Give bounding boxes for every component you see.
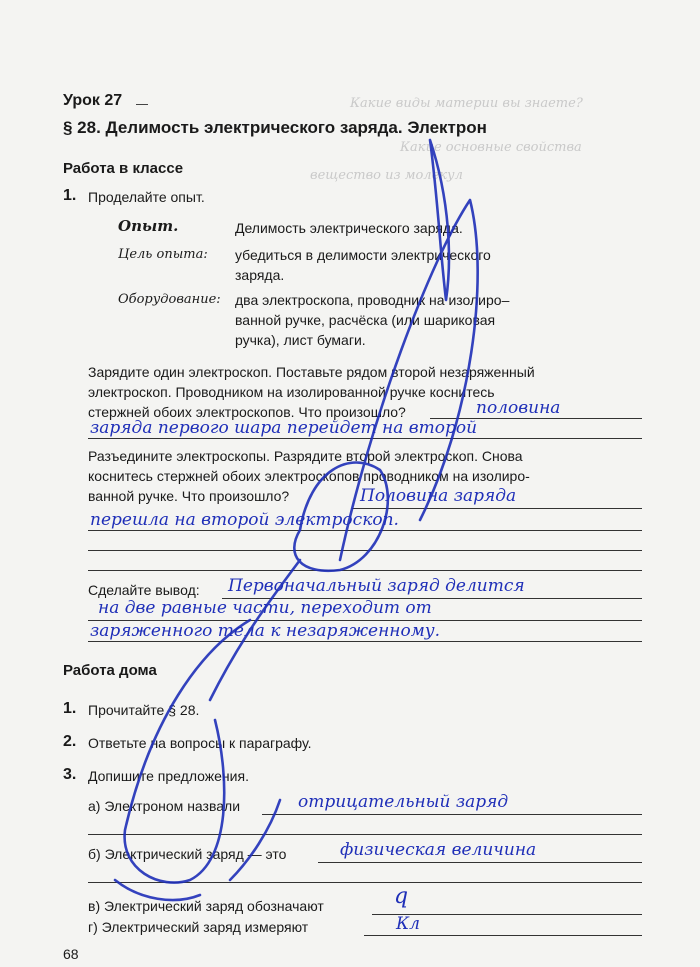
handwritten-answer: перешла на второй электроскоп.: [90, 510, 399, 530]
handwritten-answer: отрицательный заряд: [298, 792, 509, 812]
handwritten-answer: на две равные части, переходит от: [98, 598, 432, 618]
goal-label: Цель опыта:: [118, 247, 208, 262]
handwritten-answer: заряда первого шара перейдет на второй: [90, 418, 478, 438]
bleed-text: Какие виды материи вы знаете?: [350, 96, 583, 111]
task-number: 1.: [63, 700, 77, 717]
task-text: Допишите предложения.: [88, 768, 249, 784]
instruction-line: стержней обоих электроскопов. Что произошло?: [88, 404, 406, 420]
task-number: 2.: [63, 733, 77, 750]
homework-heading: Работа дома: [63, 662, 157, 679]
task-text: Прочитайте § 28.: [88, 702, 200, 718]
experiment-text: Делимость электрического заряда.: [235, 220, 463, 236]
bleed-text: Какие основные свойства: [400, 140, 582, 155]
task-text: Проделайте опыт.: [88, 189, 205, 205]
task-number: 3.: [63, 766, 77, 783]
page-number: 68: [63, 946, 79, 962]
conclusion-label: Сделайте вывод:: [88, 582, 200, 598]
instruction-line: коснитесь стержней обоих электроскопов проводником на изолиро-: [88, 468, 530, 484]
handwritten-answer: Кл: [396, 914, 420, 934]
goal-text-1: убедиться в делимости электрического: [235, 247, 491, 263]
sentence-c: в) Электрический заряд обозначают: [88, 898, 324, 914]
bleed-text: вещество из молекул: [310, 168, 463, 183]
task-number: 1.: [63, 187, 77, 204]
handwritten-answer: Первоначальный заряд делится: [228, 576, 525, 596]
handwritten-answer: Половина заряда: [360, 486, 517, 506]
equipment-label: Оборудование:: [118, 292, 221, 307]
handwritten-answer: заряженного тела к незаряженному.: [90, 621, 441, 641]
sentence-d: г) Электрический заряд измеряют: [88, 919, 309, 935]
lesson-underline: [136, 104, 148, 105]
instruction-line: Зарядите один электроскоп. Поставьте рядом второй незаряженный: [88, 364, 535, 380]
instruction-line: ванной ручке. Что произошло?: [88, 488, 290, 504]
task-text: Ответьте на вопросы к параграфу.: [88, 735, 312, 751]
handwritten-answer: физическая величина: [340, 840, 537, 860]
instruction-line: Разъедините электроскопы. Разрядите второй электроскоп. Снова: [88, 448, 523, 464]
equipment-text-2: ванной ручке, расчёска (или шариковая: [235, 312, 496, 328]
experiment-label: Опыт.: [118, 217, 179, 235]
sentence-b: б) Электрический заряд — это: [88, 846, 287, 862]
lesson-label: Урок 27: [63, 92, 123, 109]
classwork-heading: Работа в классе: [63, 160, 184, 177]
page-title: § 28. Делимость электрического заряда. Электрон: [63, 118, 487, 137]
handwritten-answer: q: [394, 884, 409, 909]
handwritten-answer: половина: [476, 398, 561, 418]
sentence-a: а) Электроном назвали: [88, 798, 241, 814]
instruction-line: электроскоп. Проводником на изолированной ручке коснитесь: [88, 384, 495, 400]
equipment-text-1: два электроскопа, проводник на изолиро–: [235, 292, 510, 308]
equipment-text-3: ручка), лист бумаги.: [235, 332, 366, 348]
goal-text-2: заряда.: [235, 267, 285, 283]
